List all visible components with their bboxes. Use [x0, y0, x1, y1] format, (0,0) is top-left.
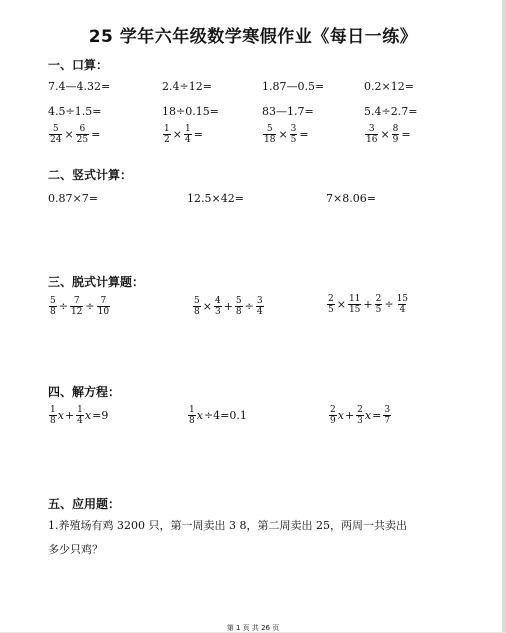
fraction: $\frac{7}{12}$	[70, 296, 83, 317]
fraction: $\frac{2}{5}$	[328, 294, 334, 315]
section-application-heading: 五、应用题：	[48, 497, 121, 511]
fraction: $\frac{4}{3}$	[214, 296, 221, 317]
fraction: $\frac{7}{10}$	[97, 296, 110, 317]
oral-item: 5.4÷2.7=	[364, 105, 418, 118]
equation-item: $\frac{2}{9}$ x + $\frac{2}{3}$ x = $\frac{3}{7}$	[330, 405, 391, 426]
fraction: $\frac{2}{9}$	[330, 405, 336, 426]
removal-item: $\frac{5}{8}$ ÷ $\frac{7}{12}$ ÷ $\frac{7}{10}$	[50, 296, 110, 317]
fraction: $\frac{11}{15}$	[348, 294, 361, 315]
fraction: $\frac{2}{5}$	[375, 294, 382, 315]
word-problem-line: 1.养殖场有鸡 3200 只，第一周卖出 3 8，第二周卖出 25，两周一共卖出	[48, 519, 407, 532]
fraction: $\frac{3}{16}$	[366, 124, 378, 145]
section-equation-heading: 四、解方程：	[48, 385, 121, 399]
oral-item: 1.87—0.5=	[262, 80, 325, 93]
oral-item: 18÷0.15=	[162, 105, 219, 118]
fraction: $\frac{5}{8}$	[194, 296, 200, 317]
oral-fraction-item: $\frac{5}{18}$ × $\frac{3}{5}$ =	[264, 124, 309, 145]
word-problem-line: 多少只鸡？	[48, 543, 103, 556]
fraction: $\frac{1}{4}$	[184, 124, 191, 145]
fraction: $\frac{8}{9}$	[392, 124, 399, 145]
removal-item: $\frac{5}{8}$ × $\frac{4}{3}$ + $\frac{5}{8}$ ÷ $\frac{3}{4}$	[194, 296, 263, 317]
removal-item: $\frac{2}{5}$ × $\frac{11}{15}$ + $\frac{2}{5}$ ÷ $\frac{15}{4}$	[328, 294, 409, 315]
section-vertical-heading: 二、竖式计算：	[48, 168, 133, 182]
oral-item: 83—1.7=	[262, 105, 314, 118]
fraction: $\frac{2}{3}$	[357, 405, 363, 426]
fraction: $\frac{6}{25}$	[76, 124, 89, 145]
fraction: $\frac{3}{5}$	[290, 124, 297, 145]
fraction: $\frac{1}{4}$	[77, 405, 83, 426]
page-title: 25 学年六年级数学寒假作业《每日一练》	[88, 27, 418, 47]
fraction: $\frac{3}{7}$	[384, 405, 391, 426]
oral-item: 2.4÷12=	[162, 80, 212, 93]
oral-fraction-item: $\frac{1}{2}$ × $\frac{1}{4}$ =	[164, 124, 203, 145]
vertical-item: 7×8.06=	[326, 192, 376, 205]
fraction: $\frac{5}{8}$	[235, 296, 242, 317]
vertical-item: 12.5×42=	[187, 192, 244, 205]
fraction: $\frac{1}{2}$	[164, 124, 170, 145]
oral-fraction-item: $\frac{3}{16}$ × $\frac{8}{9}$ =	[366, 124, 411, 145]
section-removal-heading: 三、脱式计算题：	[48, 275, 145, 289]
oral-item: 0.2×12=	[364, 80, 414, 93]
fraction: $\frac{3}{4}$	[256, 296, 263, 317]
fraction: $\frac{5}{8}$	[50, 296, 56, 317]
equation-item: $\frac{1}{8}$ x + $\frac{1}{4}$ x =9	[50, 405, 109, 426]
fraction: $\frac{1}{8}$	[50, 405, 56, 426]
section-oral-heading: 一、口算：	[48, 58, 109, 72]
equation-item: $\frac{1}{8}$ x ÷4=0.1	[189, 405, 247, 426]
oral-item: 4.5÷1.5=	[48, 105, 102, 118]
fraction: $\frac{5}{24}$	[50, 124, 62, 145]
fraction: $\frac{5}{18}$	[264, 124, 276, 145]
vertical-item: 0.87×7=	[48, 192, 98, 205]
fraction: $\frac{15}{4}$	[396, 294, 409, 315]
oral-item: 7.4—4.32=	[48, 80, 111, 93]
page-footer: 第 1 页 共 26 页	[226, 624, 280, 632]
page-edge	[502, 0, 506, 633]
fraction: $\frac{1}{8}$	[189, 405, 195, 426]
oral-fraction-item: $\frac{5}{24}$ × $\frac{6}{25}$ =	[50, 124, 101, 145]
